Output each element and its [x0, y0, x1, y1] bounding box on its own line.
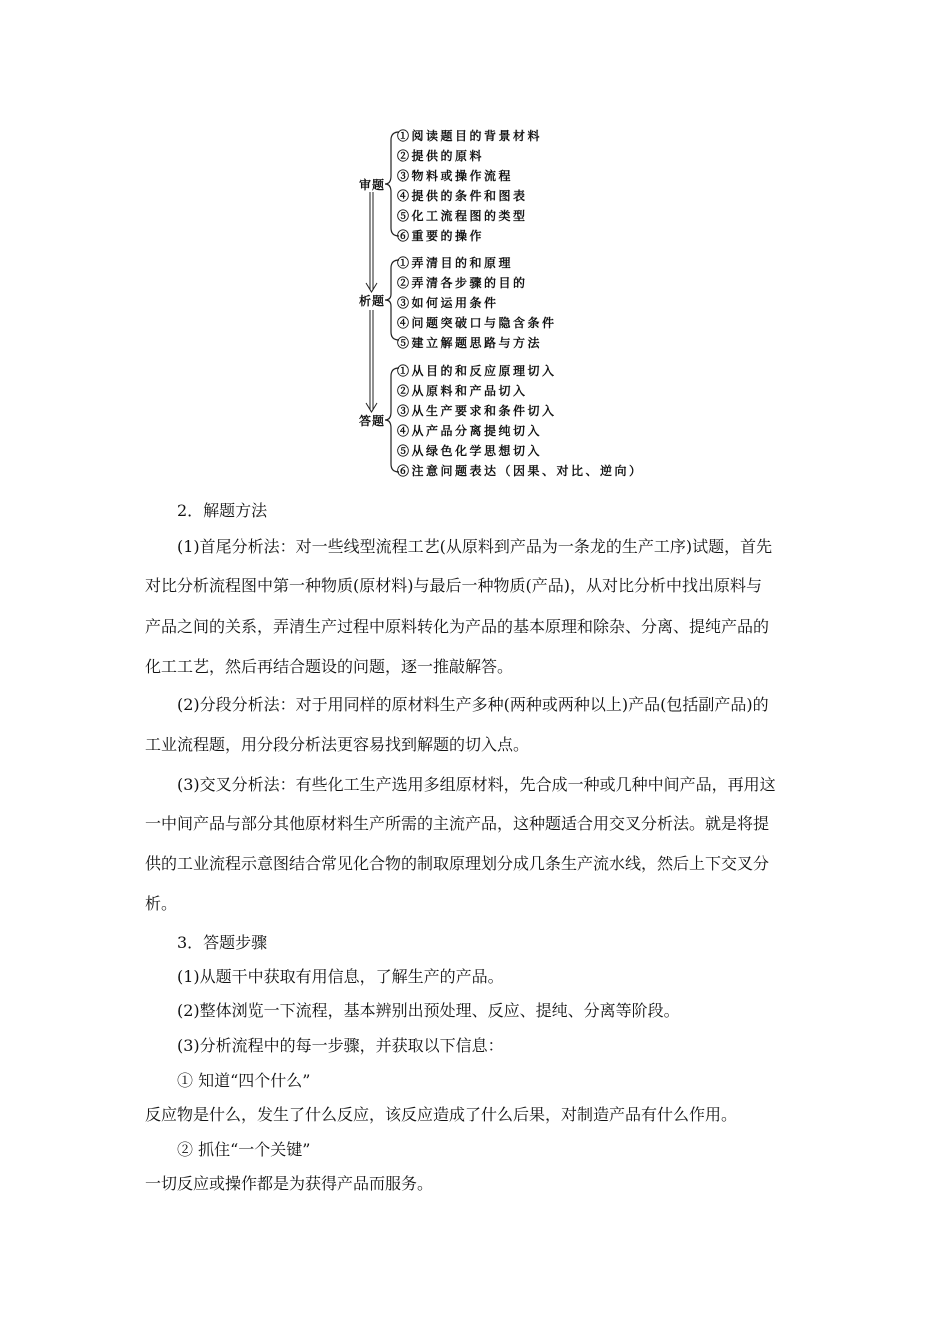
stage-label-review: 审题	[359, 178, 386, 192]
review-item: ⑤化工流程图的类型	[397, 209, 528, 223]
review-item: ⑥重要的操作	[397, 229, 485, 243]
paragraph-line: (3)交叉分析法：有些化工生产选用多组原材料，先合成一种或几种中间产品，再用这	[177, 775, 776, 794]
paragraph-line: 析。	[145, 894, 178, 913]
step-line: (2)整体浏览一下流程，基本辨别出预处理、反应、提纯、分离等阶段。	[177, 1001, 680, 1020]
step-line: (3)分析流程中的每一步骤，并获取以下信息：	[177, 1036, 504, 1055]
analyze-item: ④问题突破口与隐含条件	[397, 316, 557, 330]
answer-item: ④从产品分离提纯切入	[397, 424, 543, 438]
section-heading-steps: 3．答题步骤	[177, 933, 268, 952]
analyze-item: ②弄清各步骤的目的	[397, 276, 528, 290]
point-text: 反应物是什么，发生了什么反应，该反应造成了什么后果，对制造产品有什么作用。	[145, 1105, 738, 1124]
answer-item: ①从目的和反应原理切入	[397, 364, 557, 378]
review-item: ④提供的条件和图表	[397, 189, 528, 203]
answer-item: ②从原料和产品切入	[397, 384, 528, 398]
analyze-item: ③如何运用条件	[397, 296, 499, 310]
point-text: 一切反应或操作都是为获得产品而服务。	[145, 1174, 434, 1193]
paragraph-line: 供的工业流程示意图结合常见化合物的制取原理划分成几条生产流水线，然后上下交叉分	[145, 854, 770, 873]
review-item: ③物料或操作流程	[397, 169, 514, 183]
review-item: ①阅读题目的背景材料	[397, 129, 543, 143]
analyze-item: ⑤建立解题思路与方法	[397, 336, 543, 350]
point-title: ② 抓住“一个关键”	[177, 1140, 311, 1159]
stage-label-answer: 答题	[359, 414, 386, 428]
paragraph-line: 工业流程题，用分段分析法更容易找到解题的切入点。	[145, 735, 530, 754]
paragraph-line: 化工工艺，然后再结合题设的问题，逐一推敲解答。	[145, 657, 514, 676]
paragraph-line: 一中间产品与部分其他原材料生产所需的主流产品，这种题适合用交叉分析法。就是将提	[145, 814, 770, 833]
answer-item: ③从生产要求和条件切入	[397, 404, 557, 418]
answer-item: ⑤从绿色化学思想切入	[397, 444, 543, 458]
review-item: ②提供的原料	[397, 149, 485, 163]
step-line: (1)从题干中获取有用信息，了解生产的产品。	[177, 967, 504, 986]
answer-item: ⑥注意问题表达（因果、对比、逆向）	[397, 464, 644, 478]
section-heading-methods: 2．解题方法	[177, 501, 268, 520]
paragraph-line: (2)分段分析法：对于用同样的原材料生产多种(两种或两种以上)产品(包括副产品)的	[177, 695, 769, 714]
analyze-item: ①弄清目的和原理	[397, 256, 514, 270]
flow-diagram	[355, 120, 655, 485]
paragraph-line: 对比分析流程图中第一种物质(原材料)与最后一种物质(产品)，从对比分析中找出原料与	[145, 576, 762, 595]
paragraph-line: (1)首尾分析法：对一些线型流程工艺(从原料到产品为一条龙的生产工序)试题，首先	[177, 537, 773, 556]
point-title: ① 知道“四个什么”	[177, 1071, 311, 1090]
stage-label-analyze: 析题	[359, 294, 386, 308]
paragraph-line: 产品之间的关系，弄清生产过程中原料转化为产品的基本原理和除杂、分离、提纯产品的	[145, 617, 770, 636]
